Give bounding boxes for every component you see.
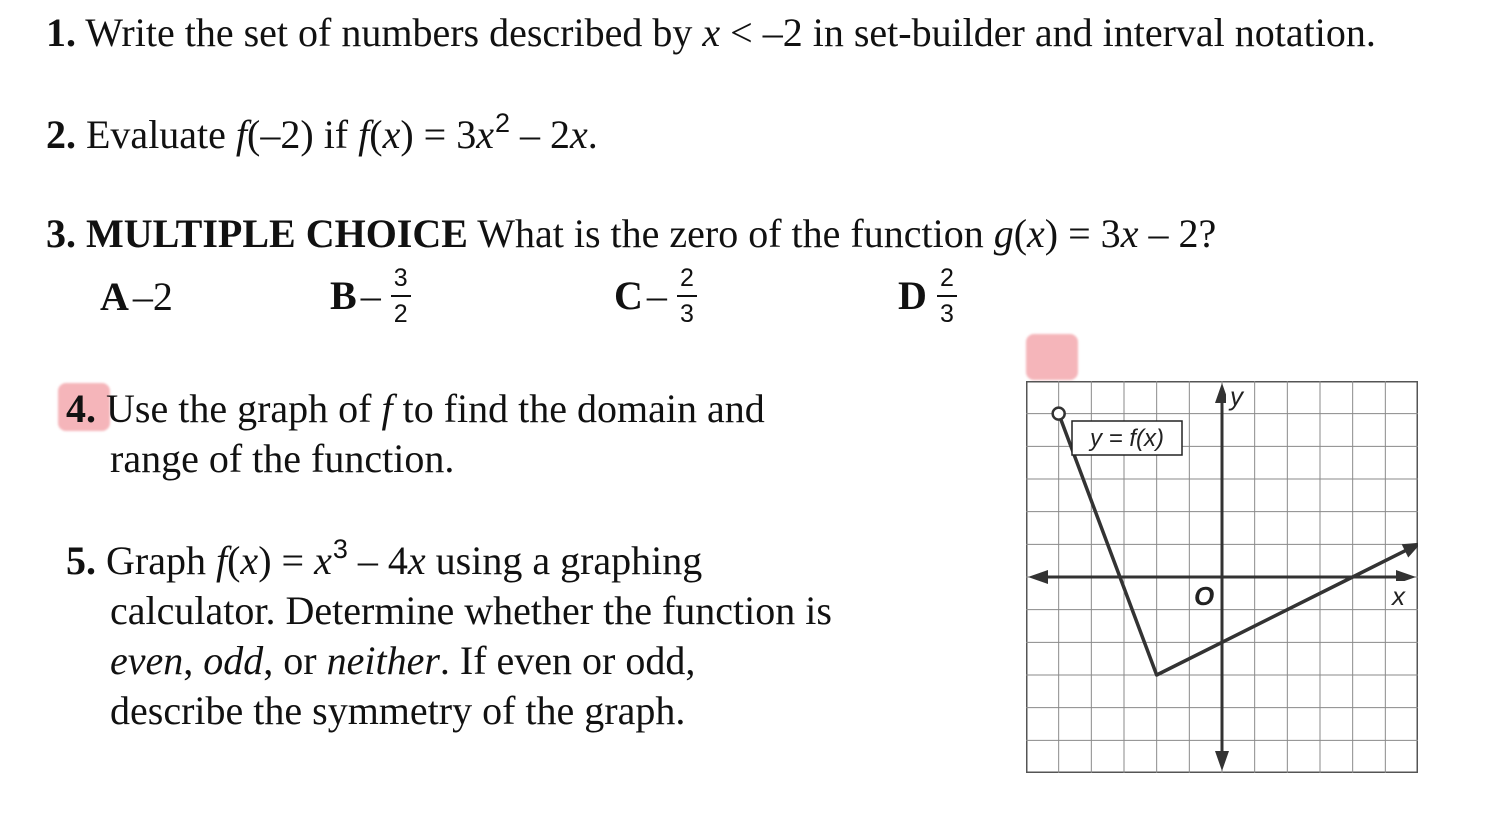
question-number: 3. (46, 211, 76, 256)
fraction-numerator: 2 (679, 264, 694, 292)
question-text: Write the set of numbers described by (85, 10, 703, 55)
question-text: ( (369, 112, 383, 157)
fraction-bar (937, 295, 957, 297)
question-text: calculator. Determine whether the function is (110, 588, 832, 633)
function-f: f (358, 112, 370, 157)
fraction-denominator: 3 (939, 300, 954, 328)
question-number: 4. (66, 386, 96, 431)
question-1 (46, 8, 1376, 58)
highlight-mark-graph (1026, 334, 1078, 380)
variable-x: x (382, 112, 401, 157)
variable-x: x (1027, 211, 1045, 256)
question-text: < –2 in set-builder and interval notation. (720, 10, 1376, 55)
choice-value: –2 (132, 274, 173, 319)
question-5-line-4 (110, 686, 685, 736)
choice-fraction (391, 264, 411, 328)
question-5-line-2 (110, 586, 832, 636)
function-g: g (993, 211, 1014, 256)
question-number: 2. (46, 112, 76, 157)
multiple-choice-label: MULTIPLE CHOICE (86, 211, 468, 256)
function-f: f (215, 538, 228, 583)
function-graph (1026, 381, 1418, 773)
question-text: to find the domain and (392, 386, 765, 431)
question-text: Graph (106, 538, 216, 583)
function-label: y = f(x) (1089, 425, 1165, 452)
choice-c[interactable] (614, 264, 697, 328)
question-text: . If even or odd, (439, 638, 696, 683)
variable-x: x (570, 112, 588, 157)
question-text: ( (1013, 211, 1028, 256)
question-5 (66, 536, 702, 590)
choice-fraction (677, 264, 697, 328)
variable-x: x (314, 538, 332, 583)
fraction-denominator: 3 (679, 300, 694, 328)
function-f: f (381, 386, 393, 431)
choice-letter: A (100, 274, 129, 319)
question-number: 1. (46, 10, 76, 55)
question-text: . (587, 112, 598, 157)
variable-x: x (407, 538, 426, 583)
choice-sign: – (360, 273, 381, 318)
question-5-line-3 (110, 636, 695, 686)
fraction-numerator: 3 (393, 264, 408, 292)
question-text: Evaluate (86, 112, 236, 157)
question-text: – 2 (510, 112, 571, 157)
question-2 (46, 110, 598, 164)
question-number: 5. (66, 538, 96, 583)
question-text: , or (263, 638, 327, 683)
question-4-line-2 (110, 434, 454, 484)
function-f: f (235, 112, 248, 157)
word-even: even (110, 638, 184, 683)
question-text: (–2) if (247, 112, 359, 157)
question-text: describe the symmetry of the graph. (110, 688, 686, 733)
choice-letter: B (330, 273, 357, 318)
question-text: Use the graph of (106, 386, 382, 431)
question-text: , (183, 638, 204, 683)
question-text: ) = (258, 538, 315, 583)
fraction-bar (391, 295, 411, 297)
choice-letter: D (898, 273, 927, 318)
exponent: 2 (495, 108, 511, 138)
question-3 (46, 209, 1216, 259)
question-text: using a graphing (425, 538, 703, 583)
variable-x: x (240, 538, 259, 583)
variable-x: x (1120, 211, 1139, 256)
exponent: 3 (332, 534, 348, 564)
origin-label: O (1194, 581, 1215, 611)
fraction-bar (677, 295, 697, 297)
question-text: – 4 (347, 538, 408, 583)
choice-letter: C (614, 273, 643, 318)
choice-fraction (937, 264, 957, 328)
choice-sign: – (646, 273, 667, 318)
variable-x: x (476, 112, 494, 157)
choice-b[interactable] (330, 264, 411, 328)
question-text: ) = 3 (400, 112, 477, 157)
question-text: ) = 3 (1044, 211, 1121, 256)
x-axis-label: x (1392, 581, 1405, 611)
question-text: – 2? (1138, 211, 1217, 256)
choice-a[interactable] (100, 272, 173, 322)
choice-d[interactable] (898, 264, 957, 328)
question-text: range of the function. (110, 436, 455, 481)
fraction-numerator: 2 (939, 264, 954, 292)
y-axis-label: y (1230, 381, 1243, 411)
word-neither: neither (326, 638, 440, 683)
word-odd: odd (203, 638, 264, 683)
fraction-denominator: 2 (393, 300, 408, 328)
open-endpoint (1053, 408, 1065, 420)
question-text: What is the zero of the function (467, 211, 994, 256)
variable-x: x (702, 10, 721, 55)
question-4 (66, 384, 765, 434)
question-text: ( (227, 538, 241, 583)
